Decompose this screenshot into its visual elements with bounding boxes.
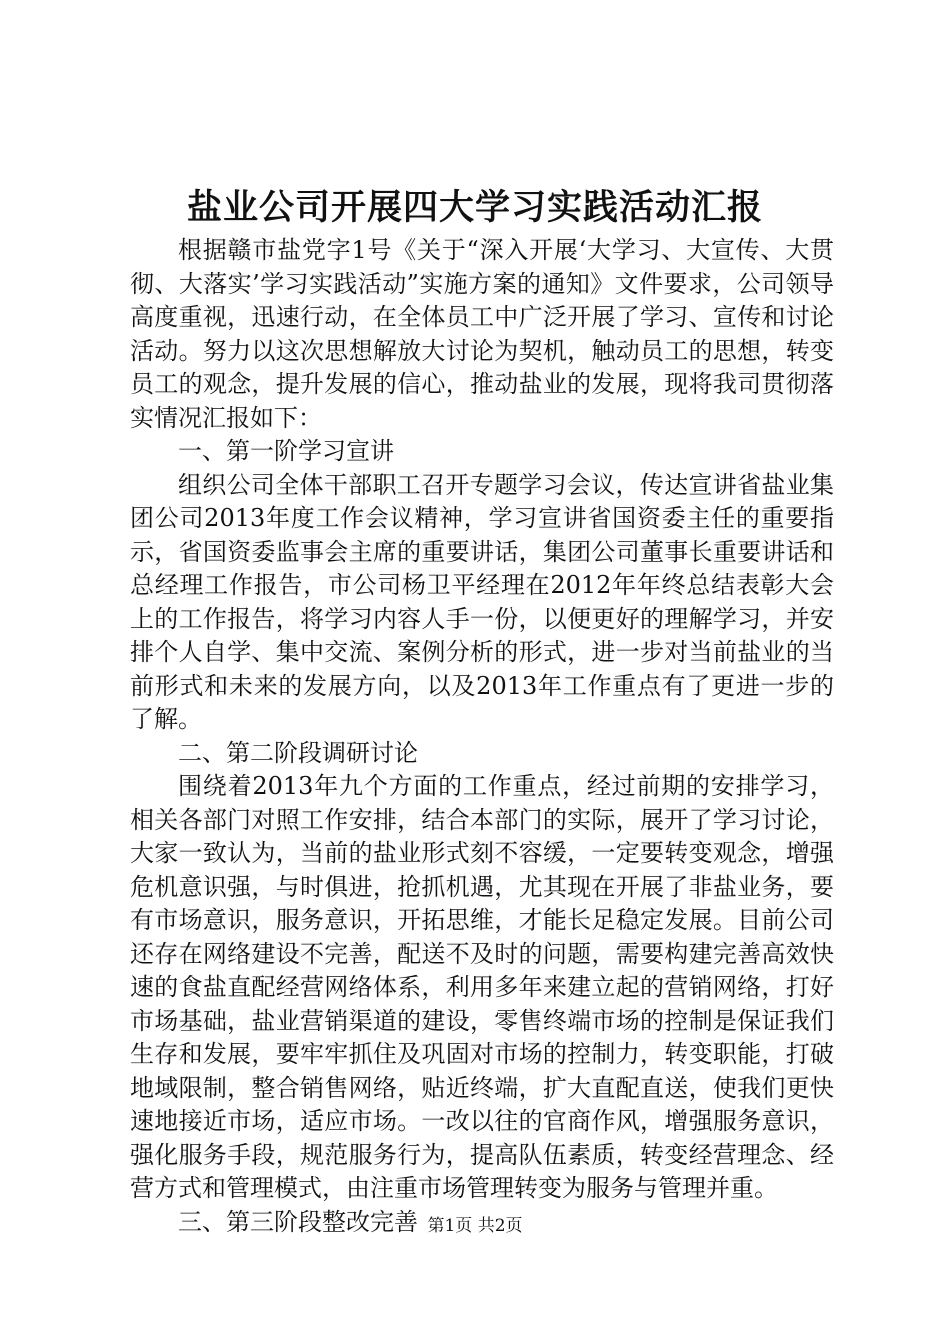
document-title: 盐业公司开展四大学习实践活动汇报	[186, 187, 763, 228]
section-2-paragraph: 围绕着2013年九个方面的工作重点，经过前期的安排学习，相关各部门对照工作安排，结合本部门的实际，展开了学习讨论，大家一致认为，当前的盐业形式刻不容缓，一定要转变观念，增强危机意识强，与时俱进，抢抓机遇，尤其现在开展了非盐业务，要有市场意识，服务意识，开拓思维，才能长足稳定发展。目前公司还存在网络建设不完善，配送不及时的问题，需要构建完善高效快速的食盐直配经营网络体系，利用多年来建立起的营销网络，打好市场基础，盐业营销渠道的建设，零售终端市场的控制是保证我们生存和发展，要牢牢抓住及巩固对市场的控制力，转变职能，打破地域限制，整合销售网络，贴近终端，扩大直配直送，使我们更快速地接近市场，适应市场。一改以往的官商作风，增强服务意识，强化服务手段，规范服务行为，提高队伍素质，转变经营理念、经营方式和管理模式，由注重市场管理转变为服务与管理并重。	[130, 772, 834, 1202]
section-heading-2: 二、第二阶段调研讨论	[178, 738, 418, 767]
intro-paragraph: 根据赣市盐党字1号《关于“深入开展‘大学习、大宣传、大贯彻、大落实’学习实践活动”实施方案的通知》文件要求，公司领导高度重视，迅速行动，在全体员工中广泛开展了学习、宣传和讨论活动。努力以这次思想解放大讨论为契机，触动员工的思想，转变员工的观念，提升发展的信心，推动盐业的发展，现将我司贯彻落实情况汇报如下：	[130, 236, 834, 432]
section-1-paragraph: 组织公司全体干部职工召开专题学习会议，传达宣讲省盐业集团公司2013年度工作会议精神，学习宣讲省国资委主任的重要指示，省国资委监事会主席的重要讲话，集团公司董事长重要讲话和总经理工作报告，市公司杨卫平经理在2012年年终总结表彰大会上的工作报告，将学习内容人手一份，以便更好的理解学习，并安排个人自学、集中交流、案例分析的形式，进一步对当前盐业的当前形式和未来的发展方向，以及2013年工作重点有了更进一步的了解。	[130, 470, 834, 733]
page-number-footer: 第1页 共2页	[427, 1216, 523, 1236]
document-body	[130, 234, 834, 1239]
section-heading-1: 一、第一阶学习宣讲	[178, 437, 394, 465]
section-heading-3: 三、第三阶段整改完善	[178, 1207, 418, 1236]
